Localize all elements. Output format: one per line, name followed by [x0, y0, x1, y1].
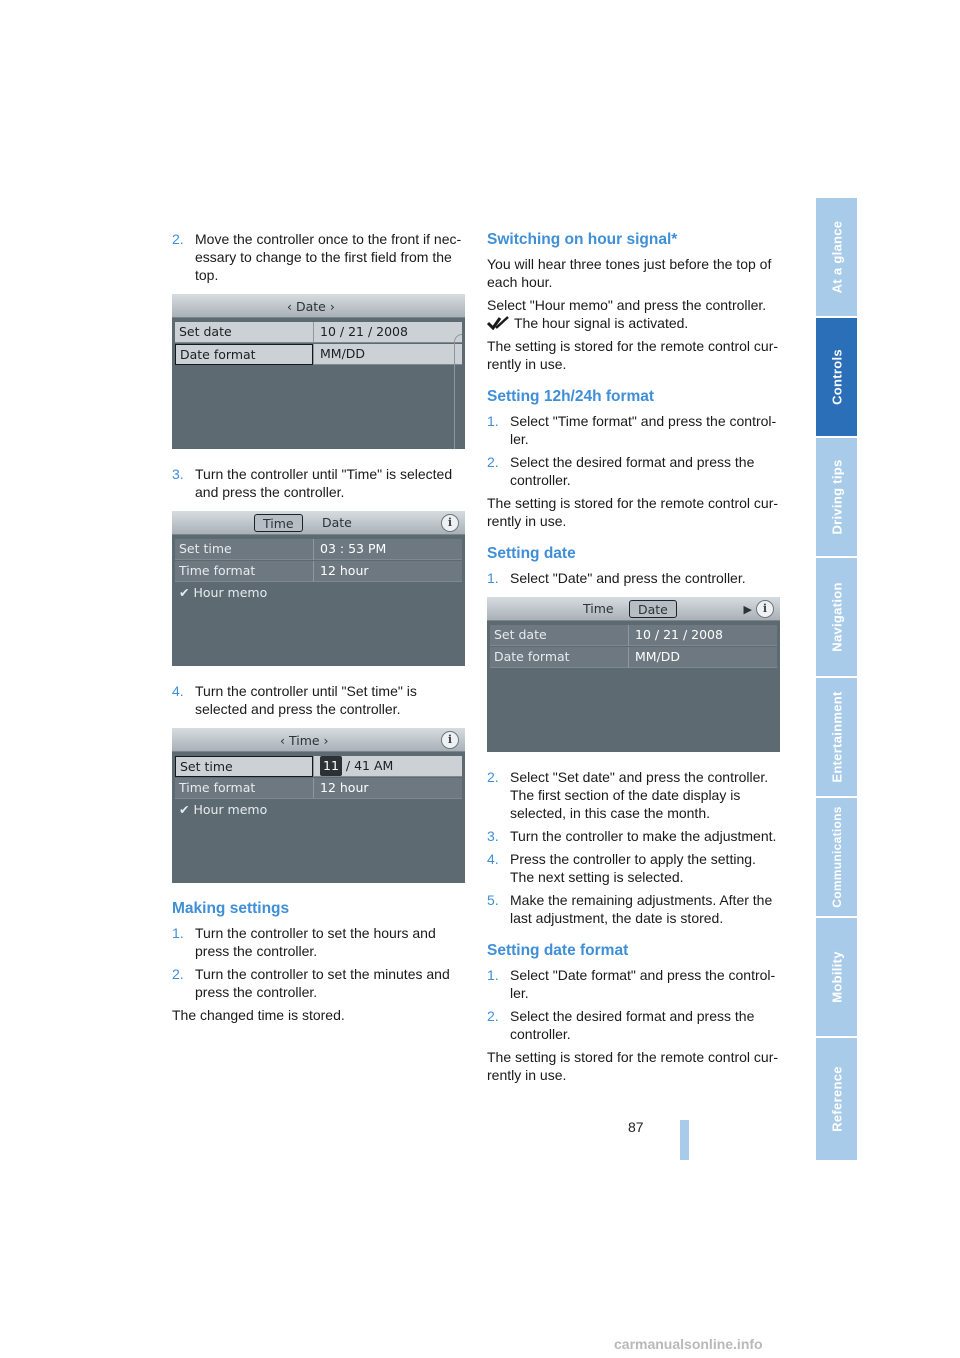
screen-header [172, 511, 465, 535]
date-format-row: Date format MM/DD [490, 647, 777, 668]
right-column: Switching on hour signal* You will hear three tones just before the top of each hour. Select "Hour memo" and press the controller. The hour signal is activated. The setting is stored for the remote control cur-rently in use. Setting 12h/24h format 1. Select "Time format" and press the control-ler. 2. Select the desired format and press the controller. The setting is stored for the remote control cur-rently in use. Setting date 1. Select "Date" and press the controller. Time Date ▶ i Set date 10 / 21 / 2008 Date format MM/DD 2. Select "Set date" and press the controller. The first section of the date display is selected, in this case the month. 3. Turn the controller to make the adjustment. 4. Press the controller to apply the setting. The next setting is selected. 5. Make the remaining adjustments. After the last adjustment, the date is stored. Setting date format 1. Select "Date format" and press the control-ler. 2. Select the desired format and press the controller. The setting is stored for the remote control cur-rently in use. [487, 230, 783, 1089]
nav-at-a-glance[interactable]: At a glance [816, 198, 857, 316]
time-format-row: Time format 12 hour [175, 561, 462, 582]
nav-controls[interactable]: Controls [816, 318, 857, 436]
nav-entertainment[interactable]: Entertainment [816, 678, 857, 796]
tab-time: Time [583, 601, 614, 616]
set-time-screen [172, 728, 465, 883]
nav-navigation[interactable]: Navigation [816, 558, 857, 676]
making-step-1: 1. Turn the controller to set the hours and press the controller. [172, 925, 436, 959]
time-tab-screen [172, 511, 465, 666]
heading-making-settings: Making settings [172, 900, 290, 917]
tab-date: Date [629, 600, 677, 618]
date-format-row: Date format MM/DD [175, 344, 462, 365]
step-4-set-time: 4. Turn the controller until "Set time" is selected and press the controller. [172, 683, 417, 717]
heading-setting-date: Setting date [487, 545, 576, 562]
set-date-row: Set date 10 / 21 / 2008 [490, 625, 777, 646]
step-text: Move the controller once to the front if nec-essary to change to the first field from the top. [195, 231, 462, 283]
date-screen [172, 294, 465, 449]
chapter-nav [816, 198, 857, 1160]
hour-memo-row: ✔ Hour memo [179, 802, 268, 817]
checkmark-icon: ✔ [179, 585, 190, 600]
hour-field: 11 [320, 756, 342, 776]
page-tab-marker [680, 1120, 689, 1160]
screen-title: ‹ Time › [280, 733, 329, 748]
heading-hour-signal: Switching on hour signal* [487, 231, 678, 248]
screen-header [487, 597, 780, 621]
checkmark-icon [487, 316, 509, 330]
checkmark-icon: ✔ [179, 802, 190, 817]
time-format-row: Time format 12 hour [175, 778, 462, 799]
step-number: 2. [172, 231, 184, 247]
set-date-row: Set date 10 / 21 / 2008 [175, 322, 462, 343]
step-2-front [172, 230, 468, 284]
nav-driving-tips[interactable]: Driving tips [816, 438, 857, 556]
set-time-row: Set time 11 / 41 AM [175, 756, 462, 777]
info-icon: i [441, 514, 459, 532]
making-step-2: 2. Turn the controller to set the minutes and press the controller. [172, 966, 450, 1000]
arrow-right-icon: ▶ [743, 603, 752, 616]
step-3-time: 3. Turn the controller until "Time" is selected and press the controller. [172, 466, 453, 500]
scroll-arc [454, 334, 462, 449]
tab-time: Time [254, 514, 303, 532]
nav-reference[interactable]: Reference [816, 1038, 857, 1160]
screen-title: ‹ Date › [287, 299, 335, 314]
info-icon: i [441, 731, 459, 749]
heading-12-24: Setting 12h/24h format [487, 388, 655, 405]
nav-mobility[interactable]: Mobility [816, 918, 857, 1036]
date-tab-screen [487, 597, 780, 752]
hour-memo-row: ✔ Hour memo [179, 585, 268, 600]
info-icon: i [756, 600, 774, 618]
activated-line: The hour signal is activated. [487, 314, 783, 332]
set-time-row: Set time 03 : 53 PM [175, 539, 462, 560]
page-number: 87 [628, 1119, 644, 1135]
watermark: carmanualsonline.info [614, 1336, 763, 1352]
nav-communications[interactable]: Communications [816, 798, 857, 916]
screen-header [172, 294, 465, 318]
left-column [172, 230, 468, 1029]
screen-header [172, 728, 465, 752]
stored-note: The changed time is stored. [172, 1007, 345, 1023]
heading-date-format: Setting date format [487, 942, 629, 959]
tab-date: Date [322, 515, 352, 530]
